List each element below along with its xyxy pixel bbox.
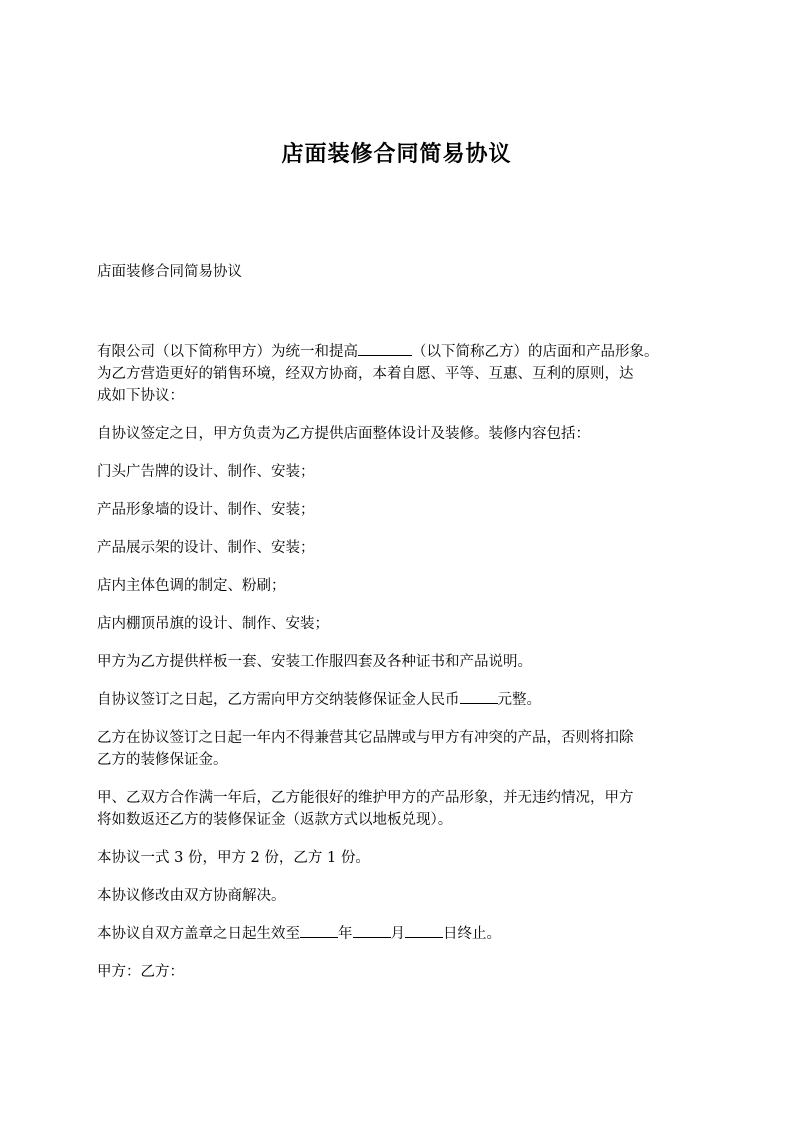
blank-field-year: [300, 923, 338, 938]
intro-text-d: 成如下协议：: [97, 388, 184, 404]
document-body: [97, 341, 707, 983]
document-title: 店面装修合同简易协议: [281, 142, 512, 167]
document-subtitle: 店面装修合同简易协议: [97, 264, 242, 280]
clause-scope: 自协议签定之日，甲方负责为乙方提供店面整体设计及装修。装修内容包括：: [97, 426, 590, 442]
list-item-1: 门头广告牌的设计、制作、安装；: [97, 464, 315, 480]
intro-text-b: （以下简称乙方）的店面和产品形象。: [412, 344, 659, 360]
list-item-4: 店内主体色调的制定、粉刷；: [97, 578, 286, 594]
effective-month-label: 月: [390, 926, 405, 942]
list-item-2: 产品形象墙的设计、制作、安装；: [97, 502, 315, 518]
clause-effective: [97, 923, 707, 945]
signature-line: 甲方：乙方：: [97, 964, 184, 980]
deposit-text-a: 自协议签订之日起，乙方需向甲方交纳装修保证金人民币: [97, 692, 460, 708]
clause-supply: 甲方为乙方提供样板一套、安装工作服四套及各种证书和产品说明。: [97, 654, 532, 670]
blank-field-party-b: [358, 341, 412, 356]
list-item-5: 店内棚顶吊旗的设计、制作、安装；: [97, 616, 329, 632]
blank-field-day: [405, 923, 443, 938]
blank-field-deposit: [460, 689, 498, 704]
exclusive-text-1: 乙方在协议签订之日起一年内不得兼营其它品牌或与甲方有冲突的产品，否则将扣除: [97, 730, 634, 746]
intro-text-a: 有限公司（以下简称甲方）为统一和提高: [97, 344, 358, 360]
list-item-3: 产品展示架的设计、制作、安装；: [97, 540, 315, 556]
intro-paragraph: [97, 341, 707, 407]
effective-day-label: 日终止。: [443, 926, 501, 942]
refund-text-2: 将如数返还乙方的装修保证金（返款方式以地板兑现）。: [97, 812, 453, 828]
intro-text-c: 为乙方营造更好的销售环境，经双方协商，本着自愿、平等、互惠、互利的原则，达: [97, 366, 634, 382]
effective-text-a: 本协议自双方盖章之日起生效至: [97, 926, 300, 942]
clause-deposit: [97, 689, 707, 711]
clause-copies: 本协议一式 3 份，甲方 2 份，乙方 1 份。: [97, 850, 370, 866]
blank-field-month: [353, 923, 391, 938]
clause-exclusive: [97, 727, 707, 771]
exclusive-text-2: 乙方的装修保证金。: [97, 752, 228, 768]
clause-refund: [97, 787, 707, 831]
deposit-text-b: 元整。: [497, 692, 541, 708]
clause-amend: 本协议修改由双方协商解决。: [97, 888, 286, 904]
effective-year-label: 年: [338, 926, 353, 942]
refund-text-1: 甲、乙双方合作满一年后，乙方能很好的维护甲方的产品形象，并无违约情况，甲方: [97, 790, 634, 806]
